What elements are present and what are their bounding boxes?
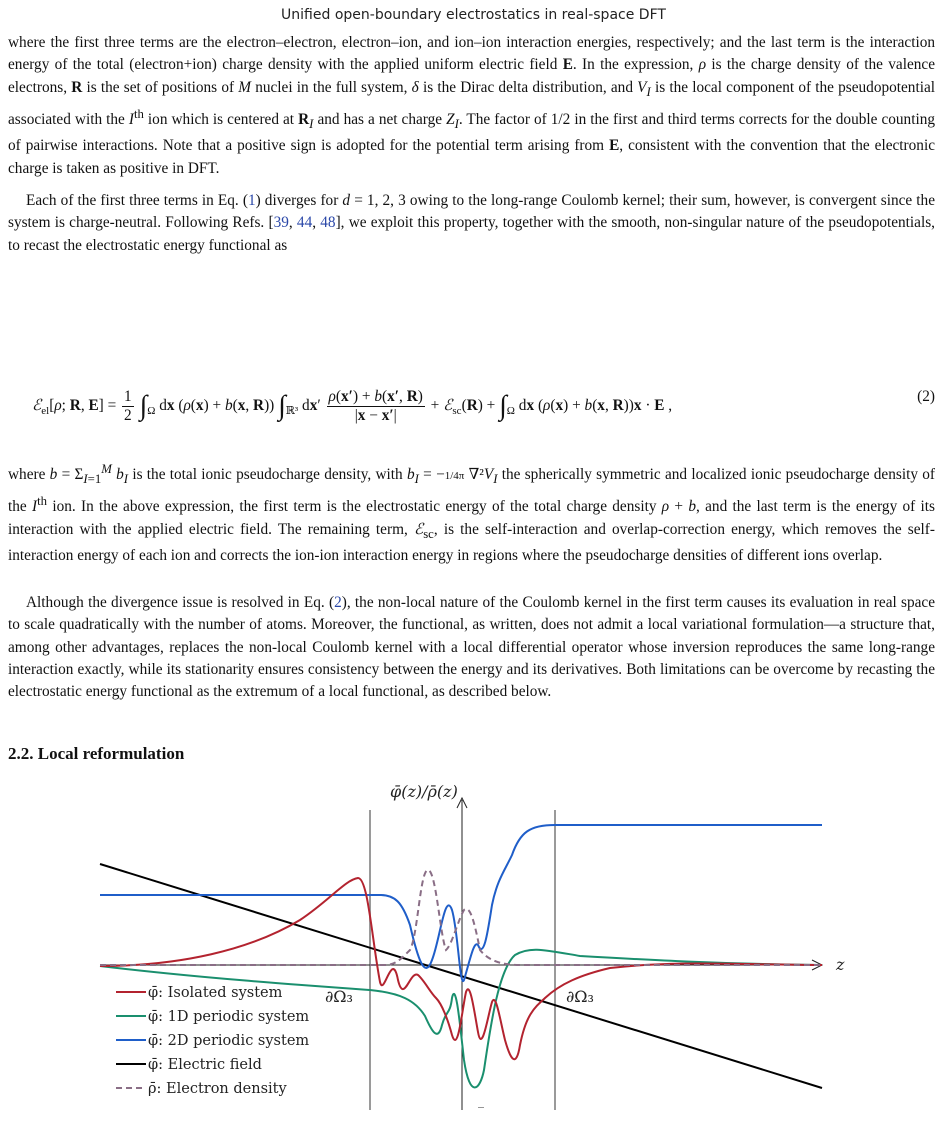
series-electron-density (100, 870, 822, 965)
paragraph-4: Although the divergence issue is resolved in Eq. (2), the non-local nature of the Coulomb kernel in the first term causes its evaluation in real space to scale quadratically with the number of atoms. Moreover, the functional, as written, does not admit a local variational formulation—a structure that, among other advantages, replaces the non-local Coulomb kernel with a local differential operator whose inversion reproduces the same long-range interaction exactly, while its stationarity ensures consistency between the energy and its derivatives. Both limitations can be overcome by recasting the electrostatic energy functional as the extremum of a local functional, as described below. (8, 594, 935, 701)
figure-potential-profiles (0, 770, 947, 1117)
legend (116, 985, 309, 1097)
boundary-label-left: ∂Ω₃ (325, 987, 353, 1006)
paragraph-2: Each of the first three terms in Eq. (1) diverges for d = 1, 2, 3 owing to the long-range Coulomb kernel; their sum, however, is convergent since the system is charge-neutral. Following Refs. [39, 44, 48], we exploit this property, together with the smooth, non-singular nature of the pseudopotentials, to recast the electrostatic energy functional as (8, 192, 935, 254)
legend-label-2d: φ̄: 2D periodic system (148, 1033, 310, 1049)
legend-label-isolated: φ̄: Isolated system (148, 985, 283, 1001)
figure-svg (0, 770, 947, 1117)
section-heading: 2.2. Local reformulation (8, 744, 185, 763)
paragraph-1: where the first three terms are the electron–electron, electron–ion, and ion–ion interaction energies, respectively; and the last term is the interaction energy of the total (electron+ion) charge density with the applied uniform electric field E. In the expression, ρ is the charge density of the valence electrons, R is the set of positions of M nuclei in the full system, δ is the Dirac delta distribution, and $V_I$ is the local component of the pseudopotential associated with the Ith ion which is centered at $R_I$ and has a net charge $Z_I$. The factor of 1/2 in the first and third terms corrects for the double counting of pairwise interactions. Note that a positive sign is adopted for the potential term arising from E, consistent with the convention that the electronic charge is taken as positive in DFT. (8, 34, 935, 177)
legend-label-1d: φ̄: 1D periodic system (148, 1009, 310, 1025)
series-2d-periodic (100, 825, 822, 981)
y-axis-label: φ̄(z)/ρ̄(z) (390, 782, 458, 801)
equation-number: (2) (917, 388, 935, 405)
caption-fragment: ‾ (478, 1105, 484, 1117)
legend-label-field: φ̄: Electric field (148, 1057, 262, 1073)
equation-2: ℰ$_{el}$[ρ; R, E] = $\frac{1}{2}$ $\int_\Omega$ dx (ρ(x) + b(x, R)) $\int_{ℝ^3}$ dx′ $\frac{\rho(x') + b(x', R)}{|x - x'|}$ + ℰ$_{sc}$(R) + $\int_\Omega$ dx (ρ(x) + b(x, R))x · E , (2) (32, 388, 935, 424)
running-header: Unified open-boundary electrostatics in real-space DFT (281, 7, 666, 23)
x-axis-label: z (836, 955, 845, 974)
paragraph-3: where $b = \Sigma_{I=1}^M$ $b_I$ is the total ionic pseudocharge density, with $b_I = -1/4\pi$ $\nabla^2V_I$ the spherically symmetric and localized ionic pseudocharge density of the Ith ion. In the above expression, the first term is the electrostatic energy of the total charge density ρ + b, and the last term is the energy of its interaction with the applied electric field. The remaining term, ℰ$_{sc}$, is the self-interaction and overlap-correction energy, which removes the self-interaction energy of each ion and corrects the ion-ion interaction energy in regions where the pseudocharge densities of different ions overlap. (8, 462, 936, 565)
boundary-label-right: ∂Ω₃ (566, 987, 594, 1006)
legend-label-density: ρ̄: Electron density (148, 1081, 287, 1097)
